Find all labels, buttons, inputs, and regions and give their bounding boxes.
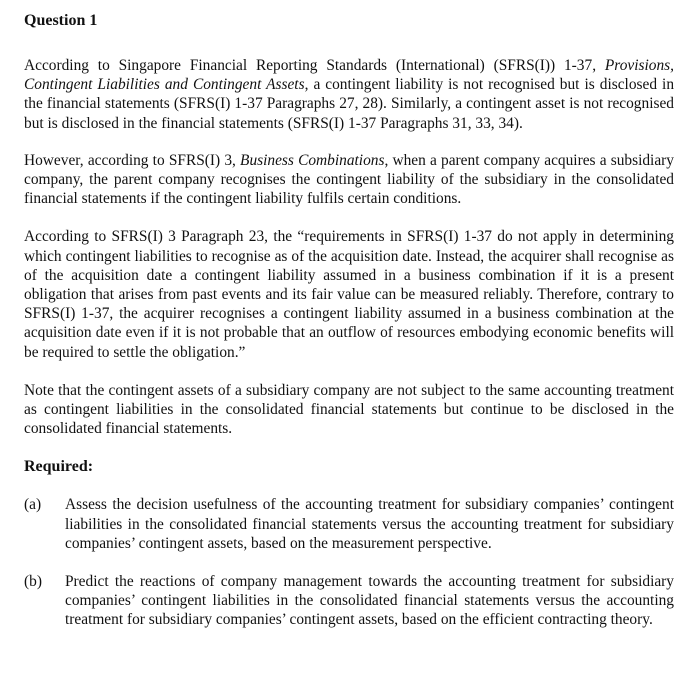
required-item-a xyxy=(24,495,674,553)
standard-title: Business Combinations xyxy=(240,151,385,169)
standard-title: Provisions, Contingent Liabilities and Contingent Assets xyxy=(24,57,674,94)
paragraph-text: , when a parent company acquires a subsidiary company, the parent company recognises the contingent liability of the subsidiary in the consolidated financial statements if the contingent liability fulfils certain conditions. xyxy=(24,151,674,208)
paragraph-sfrs-1-37 xyxy=(24,56,674,133)
paragraph-text: According to Singapore Financial Reporting Standards (International) (SFRS(I)) 1-37, xyxy=(24,57,605,74)
item-label: (a) xyxy=(24,496,42,514)
question-heading: Question 1 xyxy=(24,12,98,29)
paragraph-text: However, according to SFRS(I) 3, xyxy=(24,151,241,169)
item-label: (b) xyxy=(24,573,42,591)
required-item-b xyxy=(24,572,674,630)
item-text: Assess the decision usefulness of the accounting treatment for subsidiary companies’ contingent liabilities in the consolidated financial statements versus the accounting treatment for subsidiary companies’ contingent assets, based on the measurement perspective. xyxy=(65,496,674,552)
paragraph-contingent-assets-note: Note that the contingent assets of a subsidiary company are not subject to the same accounting treatment as contingent liabilities in the consolidated financial statements but continue to be disclosed in the consolidated financial statements. xyxy=(24,381,674,438)
paragraph-text: , a contingent liability is not recognised but is disclosed in the financial statements (SFRS(I) 1-37 Paragraphs 27, 28). Similarly, a contingent asset is not recognised but is disclosed in the financial statements (SFRS(I) 1-37 Paragraphs 31, 33, 34). xyxy=(24,76,675,132)
item-text: Predict the reactions of company management towards the accounting treatment for subsidiary companies’ contingent liabilities in the consolidated financial statements versus the accounting treatment for subsidiary companies’ contingent assets, based on the efficient contracting theory. xyxy=(65,573,674,629)
paragraph-sfrs-3 xyxy=(24,151,674,209)
paragraph-sfrs-3-para-23: According to SFRS(I) 3 Paragraph 23, the “requirements in SFRS(I) 1-37 do not apply in determining which contingent liabilities to recognise as of the acquisition date. Instead, the acquirer shall recognise as of the acquisition date a contingent liability assumed in a business combination if it is a present obligation that arises from past events and its fair value can be measured reliably. Therefore, contrary to SFRS(I) 1-37, the acquirer recognises a contingent liability assumed in a business combination at the acquisition date even if it is not probable that an outflow of resources embodying economic benefits will be required to settle the obligation.” xyxy=(24,228,674,361)
required-heading: Required: xyxy=(24,458,94,476)
